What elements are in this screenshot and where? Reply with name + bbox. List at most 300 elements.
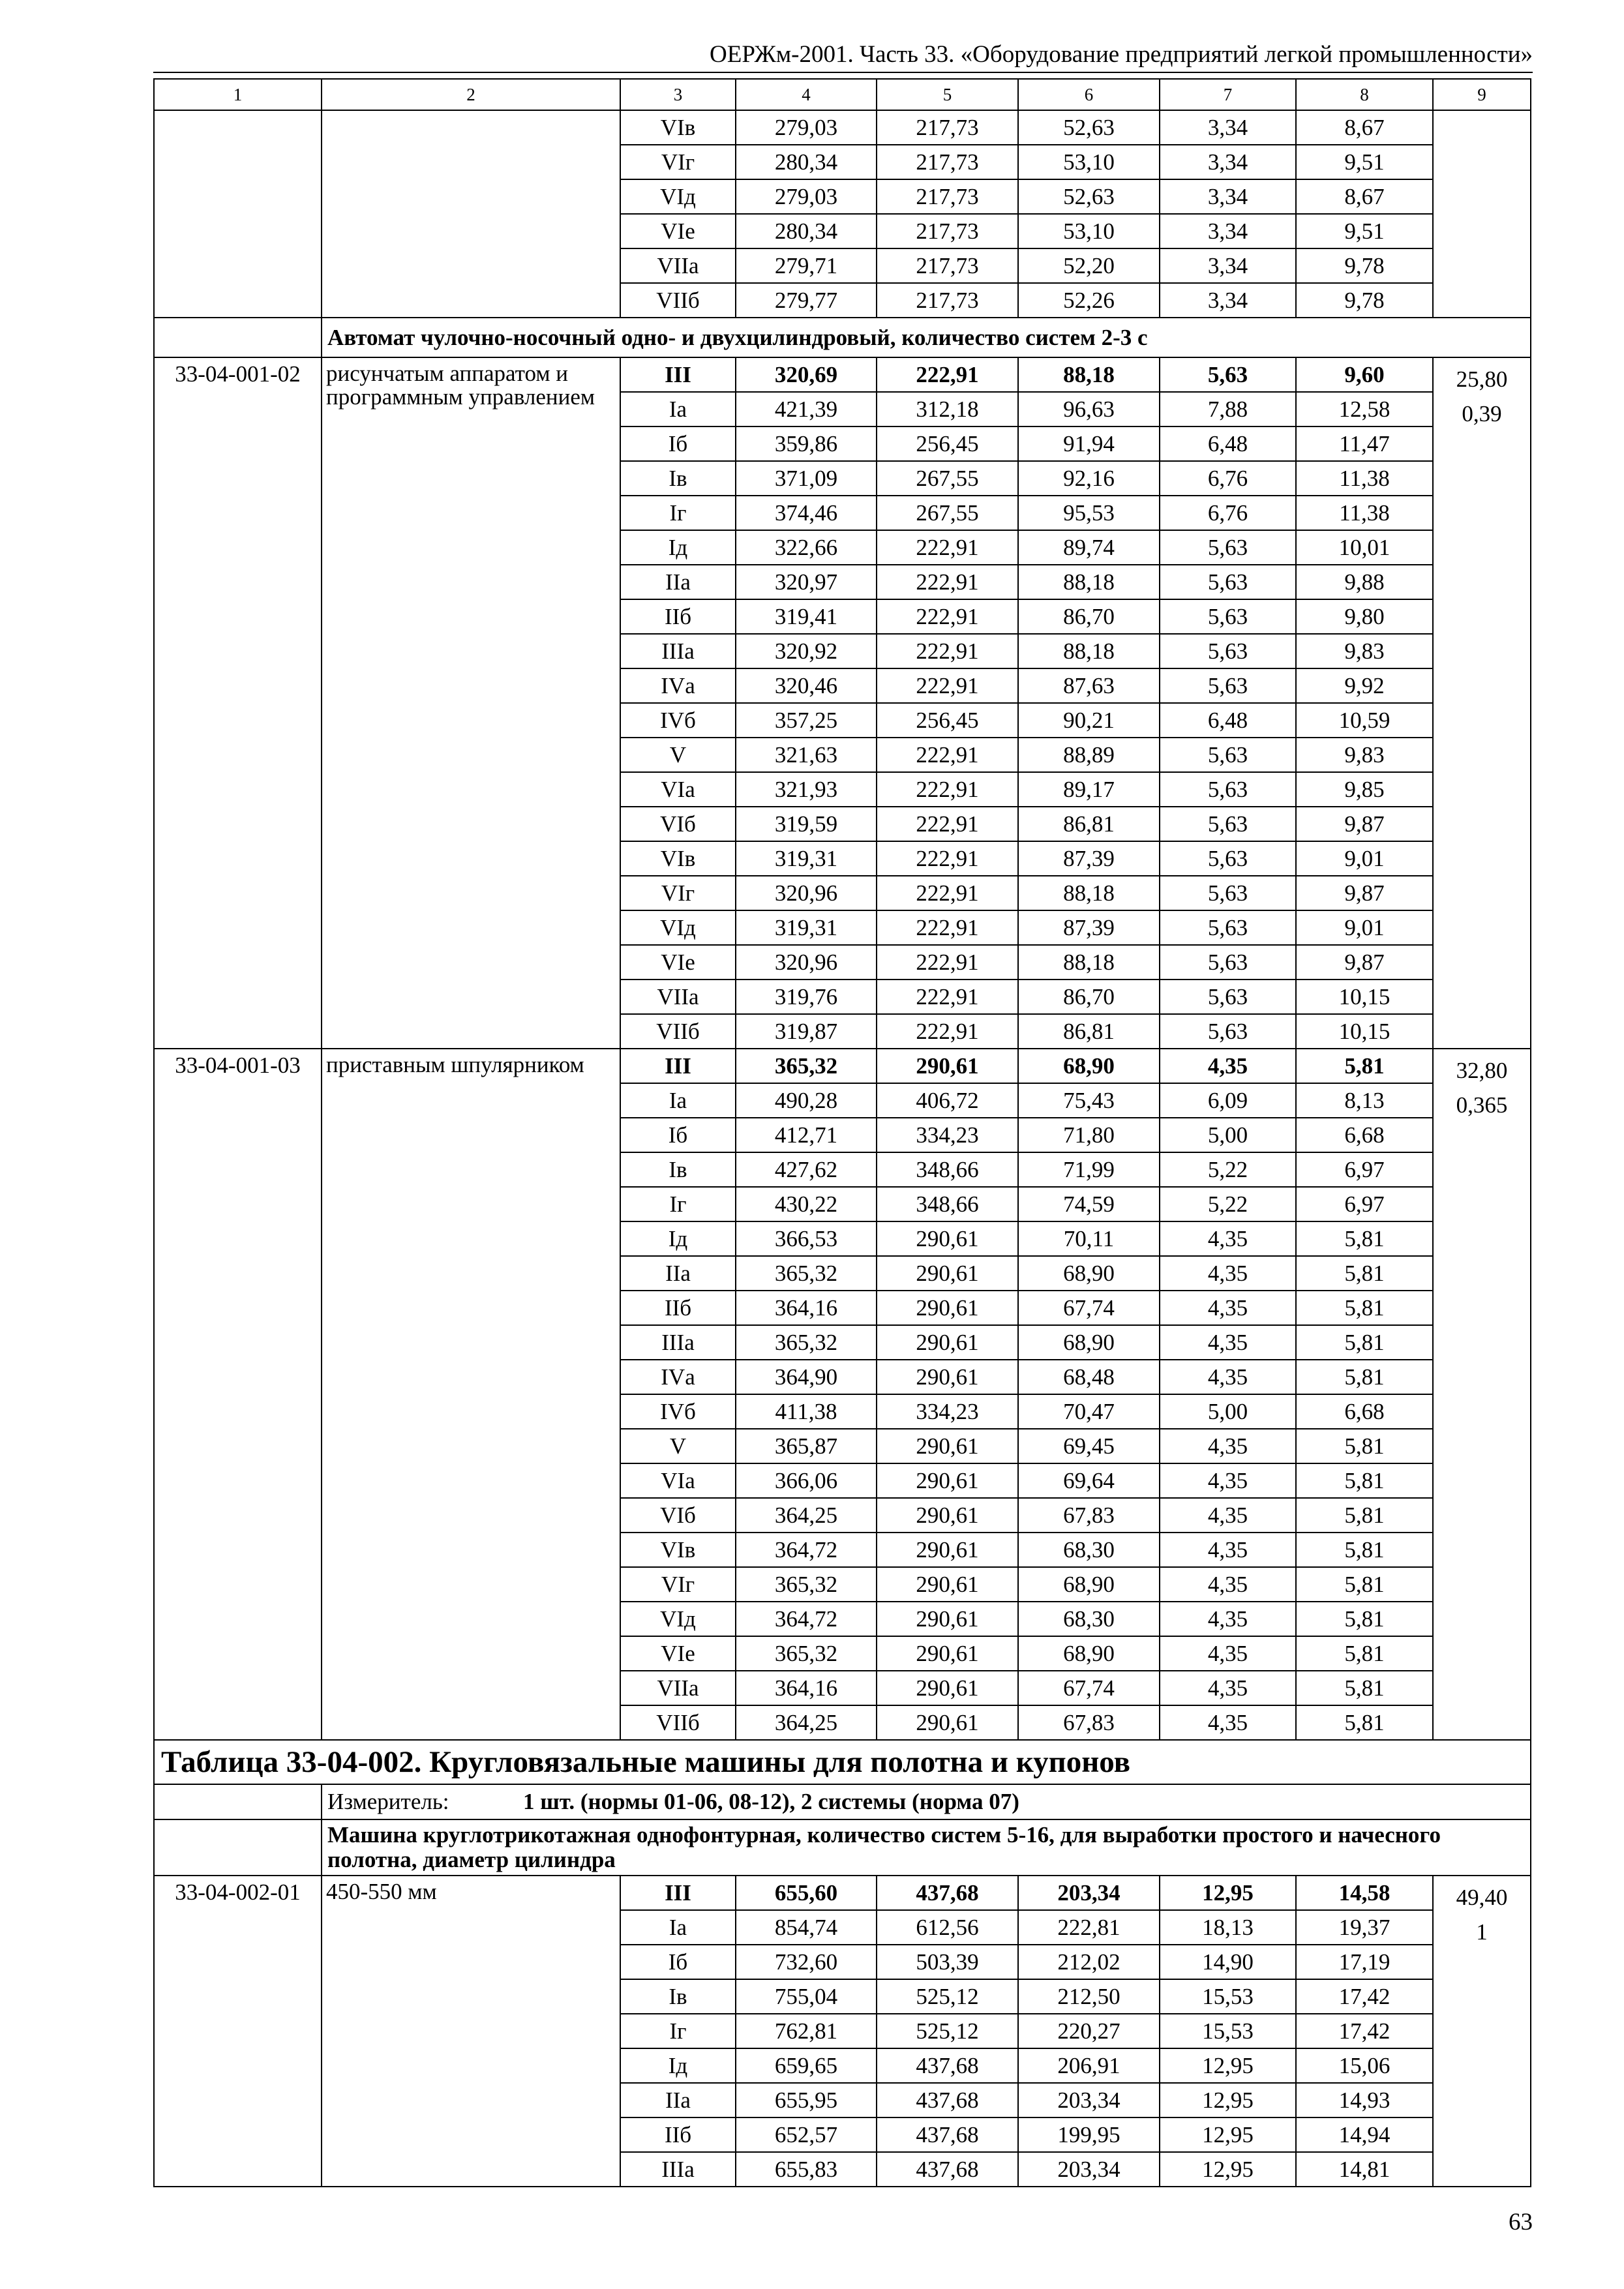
machine-cost-cell: 53,10 xyxy=(1018,214,1160,248)
regime-cell: Iг xyxy=(620,1187,736,1221)
description-cell: 450-550 мм xyxy=(322,1876,620,2187)
total-cost-cell: 421,39 xyxy=(736,392,877,426)
machine-cost-cell: 52,63 xyxy=(1018,179,1160,214)
regime-cell: IIIа xyxy=(620,634,736,668)
machine-cost-cell: 87,63 xyxy=(1018,668,1160,703)
materials-cell: 9,01 xyxy=(1296,910,1433,945)
machinist-wages-cell: 4,35 xyxy=(1160,1636,1296,1671)
wages-cell: 334,23 xyxy=(877,1118,1018,1152)
materials-cell: 15,06 xyxy=(1296,2048,1433,2083)
materials-cell: 6,97 xyxy=(1296,1152,1433,1187)
machinist-wages-cell: 6,48 xyxy=(1160,426,1296,461)
materials-cell: 6,68 xyxy=(1296,1394,1433,1429)
machine-cost-cell: 88,18 xyxy=(1018,634,1160,668)
materials-cell: 19,37 xyxy=(1296,1910,1433,1945)
machinist-wages-cell: 12,95 xyxy=(1160,2083,1296,2117)
machine-cost-cell: 87,39 xyxy=(1018,841,1160,876)
wages-cell: 222,91 xyxy=(877,634,1018,668)
regime-cell: IIа xyxy=(620,565,736,599)
machine-cost-cell: 87,39 xyxy=(1018,910,1160,945)
measure-line xyxy=(327,1788,1525,1816)
wages-cell: 222,91 xyxy=(877,910,1018,945)
unit-value: 49,40 xyxy=(1456,1885,1508,1910)
table-row xyxy=(154,1049,1531,1083)
wages-cell: 290,61 xyxy=(877,1602,1018,1636)
wages-cell: 222,91 xyxy=(877,738,1018,772)
machinist-wages-cell: 5,63 xyxy=(1160,772,1296,807)
machine-cost-cell: 67,74 xyxy=(1018,1291,1160,1325)
wages-cell: 312,18 xyxy=(877,392,1018,426)
units-cell xyxy=(1433,357,1531,1049)
wages-cell: 437,68 xyxy=(877,2117,1018,2152)
table-row xyxy=(154,1876,1531,1910)
wages-cell: 503,39 xyxy=(877,1945,1018,1979)
machine-cost-cell: 86,70 xyxy=(1018,599,1160,634)
total-cost-cell: 321,63 xyxy=(736,738,877,772)
materials-cell: 9,51 xyxy=(1296,214,1433,248)
machine-cost-cell: 86,70 xyxy=(1018,980,1160,1014)
materials-cell: 5,81 xyxy=(1296,1049,1433,1083)
machine-cost-cell: 86,81 xyxy=(1018,1014,1160,1049)
machinist-wages-cell: 5,63 xyxy=(1160,1014,1296,1049)
regime-cell: VIд xyxy=(620,1602,736,1636)
machine-cost-cell: 68,90 xyxy=(1018,1325,1160,1360)
wages-cell: 267,55 xyxy=(877,496,1018,530)
total-cost-cell: 412,71 xyxy=(736,1118,877,1152)
wages-cell: 348,66 xyxy=(877,1152,1018,1187)
wages-cell: 437,68 xyxy=(877,2152,1018,2187)
machinist-wages-cell: 5,63 xyxy=(1160,530,1296,565)
machine-cost-cell: 88,18 xyxy=(1018,876,1160,910)
machine-cost-cell: 71,80 xyxy=(1018,1118,1160,1152)
regime-cell: VIIа xyxy=(620,1671,736,1705)
wages-cell: 290,61 xyxy=(877,1463,1018,1498)
materials-cell: 5,81 xyxy=(1296,1360,1433,1394)
materials-cell: 8,13 xyxy=(1296,1083,1433,1118)
regime-cell: VIв xyxy=(620,1533,736,1567)
regime-cell: IIа xyxy=(620,1256,736,1291)
materials-cell: 9,83 xyxy=(1296,634,1433,668)
wages-cell: 222,91 xyxy=(877,565,1018,599)
total-cost-cell: 280,34 xyxy=(736,145,877,179)
regime-cell: VIIб xyxy=(620,283,736,318)
machinist-wages-cell: 12,95 xyxy=(1160,2048,1296,2083)
machinist-wages-cell: 3,34 xyxy=(1160,248,1296,283)
machinist-wages-cell: 6,76 xyxy=(1160,461,1296,496)
column-header: 6 xyxy=(1018,79,1160,110)
wages-cell: 217,73 xyxy=(877,283,1018,318)
wages-cell: 217,73 xyxy=(877,214,1018,248)
total-cost-cell: 365,87 xyxy=(736,1429,877,1463)
total-cost-cell: 755,04 xyxy=(736,1979,877,2014)
machinist-wages-cell: 5,00 xyxy=(1160,1394,1296,1429)
machinist-wages-cell: 4,35 xyxy=(1160,1602,1296,1636)
machinist-wages-cell: 5,63 xyxy=(1160,599,1296,634)
wages-cell: 222,91 xyxy=(877,841,1018,876)
wages-cell: 437,68 xyxy=(877,2048,1018,2083)
machine-cost-cell: 68,48 xyxy=(1018,1360,1160,1394)
total-cost-cell: 655,60 xyxy=(736,1876,877,1910)
wages-cell: 217,73 xyxy=(877,248,1018,283)
machinist-wages-cell: 6,48 xyxy=(1160,703,1296,738)
machine-cost-cell: 88,18 xyxy=(1018,945,1160,980)
materials-cell: 5,81 xyxy=(1296,1325,1433,1360)
total-cost-cell: 374,46 xyxy=(736,496,877,530)
machine-cost-cell: 92,16 xyxy=(1018,461,1160,496)
machine-cost-cell: 90,21 xyxy=(1018,703,1160,738)
machinist-wages-cell: 6,09 xyxy=(1160,1083,1296,1118)
wages-cell: 290,61 xyxy=(877,1636,1018,1671)
code-cell xyxy=(154,110,322,318)
machine-cost-cell: 74,59 xyxy=(1018,1187,1160,1221)
materials-cell: 17,42 xyxy=(1296,2014,1433,2048)
regime-cell: Iб xyxy=(620,1945,736,1979)
machinist-wages-cell: 5,63 xyxy=(1160,634,1296,668)
wages-cell: 222,91 xyxy=(877,530,1018,565)
machinist-wages-cell: 6,76 xyxy=(1160,496,1296,530)
code-cell: 33-04-001-02 xyxy=(154,357,322,1049)
machinist-wages-cell: 3,34 xyxy=(1160,283,1296,318)
total-cost-cell: 364,16 xyxy=(736,1671,877,1705)
empty-cell xyxy=(154,1819,322,1876)
materials-cell: 6,68 xyxy=(1296,1118,1433,1152)
regime-cell: VIб xyxy=(620,807,736,841)
materials-cell: 9,92 xyxy=(1296,668,1433,703)
machinist-wages-cell: 5,63 xyxy=(1160,738,1296,772)
machinist-wages-cell: 4,35 xyxy=(1160,1256,1296,1291)
total-cost-cell: 490,28 xyxy=(736,1083,877,1118)
machine-cost-cell: 68,90 xyxy=(1018,1256,1160,1291)
machine-cost-cell: 206,91 xyxy=(1018,2048,1160,2083)
wages-cell: 290,61 xyxy=(877,1325,1018,1360)
machinist-wages-cell: 5,63 xyxy=(1160,807,1296,841)
regime-cell: IIб xyxy=(620,599,736,634)
wages-cell: 290,61 xyxy=(877,1567,1018,1602)
machinist-wages-cell: 4,35 xyxy=(1160,1567,1296,1602)
machine-cost-cell: 89,17 xyxy=(1018,772,1160,807)
units-cell xyxy=(1433,1876,1531,2187)
regime-cell: VIг xyxy=(620,1567,736,1602)
total-cost-cell: 762,81 xyxy=(736,2014,877,2048)
total-cost-cell: 430,22 xyxy=(736,1187,877,1221)
header-rule xyxy=(153,72,1533,73)
machinist-wages-cell: 5,00 xyxy=(1160,1118,1296,1152)
regime-cell: Iб xyxy=(620,426,736,461)
wages-cell: 334,23 xyxy=(877,1394,1018,1429)
wages-cell: 290,61 xyxy=(877,1498,1018,1533)
machine-cost-cell: 86,81 xyxy=(1018,807,1160,841)
regime-cell: Iд xyxy=(620,2048,736,2083)
regime-cell: VIг xyxy=(620,876,736,910)
materials-cell: 14,94 xyxy=(1296,2117,1433,2152)
materials-cell: 5,81 xyxy=(1296,1533,1433,1567)
total-cost-cell: 320,96 xyxy=(736,945,877,980)
total-cost-cell: 366,06 xyxy=(736,1463,877,1498)
machinist-wages-cell: 15,53 xyxy=(1160,1979,1296,2014)
materials-cell: 5,81 xyxy=(1296,1567,1433,1602)
regime-cell: VIIа xyxy=(620,980,736,1014)
regime-cell: Iв xyxy=(620,1979,736,2014)
regime-cell: III xyxy=(620,1876,736,1910)
measure-label: Измеритель: xyxy=(327,1789,449,1814)
machinist-wages-cell: 15,53 xyxy=(1160,2014,1296,2048)
machine-cost-cell: 52,20 xyxy=(1018,248,1160,283)
description-cell xyxy=(322,110,620,318)
wages-cell: 222,91 xyxy=(877,807,1018,841)
code-cell: 33-04-002-01 xyxy=(154,1876,322,2187)
empty-cell xyxy=(154,1784,322,1819)
regime-cell: Iб xyxy=(620,1118,736,1152)
total-cost-cell: 280,34 xyxy=(736,214,877,248)
machine-cost-cell: 70,47 xyxy=(1018,1394,1160,1429)
machinist-wages-cell: 4,35 xyxy=(1160,1705,1296,1740)
total-cost-cell: 320,96 xyxy=(736,876,877,910)
materials-cell: 14,93 xyxy=(1296,2083,1433,2117)
regime-cell: VIIб xyxy=(620,1014,736,1049)
machinist-wages-cell: 5,63 xyxy=(1160,668,1296,703)
regime-cell: VIв xyxy=(620,841,736,876)
machinist-wages-cell: 4,35 xyxy=(1160,1498,1296,1533)
machinist-wages-cell: 4,35 xyxy=(1160,1533,1296,1567)
machine-cost-cell: 91,94 xyxy=(1018,426,1160,461)
wages-cell: 222,91 xyxy=(877,876,1018,910)
section-title: Машина круглотрикотажная однофонтурная, количество систем 5-16, для выработки простого и начесного полотна, диаметр цилиндра xyxy=(322,1819,1531,1876)
total-cost-cell: 854,74 xyxy=(736,1910,877,1945)
description-cell: приставным шпулярником xyxy=(322,1049,620,1740)
materials-cell: 9,78 xyxy=(1296,248,1433,283)
wages-cell: 290,61 xyxy=(877,1291,1018,1325)
wages-cell: 290,61 xyxy=(877,1533,1018,1567)
machinist-wages-cell: 14,90 xyxy=(1160,1945,1296,1979)
regime-cell: V xyxy=(620,1429,736,1463)
unit-value: 0,39 xyxy=(1462,401,1502,426)
machine-cost-cell: 203,34 xyxy=(1018,2152,1160,2187)
machine-cost-cell: 199,95 xyxy=(1018,2117,1160,2152)
total-cost-cell: 652,57 xyxy=(736,2117,877,2152)
machinist-wages-cell: 3,34 xyxy=(1160,179,1296,214)
machine-cost-cell: 71,99 xyxy=(1018,1152,1160,1187)
section-title: Автомат чулочно-носочный одно- и двухцилиндровый, количество систем 2-3 с xyxy=(322,318,1531,357)
table-row xyxy=(154,110,1531,145)
machine-cost-cell: 203,34 xyxy=(1018,1876,1160,1910)
total-cost-cell: 655,83 xyxy=(736,2152,877,2187)
wages-cell: 222,91 xyxy=(877,668,1018,703)
page-header: ОЕРЖм-2001. Часть 33. «Оборудование предприятий легкой промышленности» xyxy=(710,41,1533,68)
materials-cell: 9,80 xyxy=(1296,599,1433,634)
regime-cell: Iв xyxy=(620,461,736,496)
total-cost-cell: 364,72 xyxy=(736,1533,877,1567)
total-cost-cell: 279,03 xyxy=(736,179,877,214)
total-cost-cell: 279,77 xyxy=(736,283,877,318)
column-header: 4 xyxy=(736,79,877,110)
materials-cell: 8,67 xyxy=(1296,110,1433,145)
total-cost-cell: 319,31 xyxy=(736,910,877,945)
materials-cell: 6,97 xyxy=(1296,1187,1433,1221)
regime-cell: Iд xyxy=(620,1221,736,1256)
machine-cost-cell: 212,02 xyxy=(1018,1945,1160,1979)
total-cost-cell: 365,32 xyxy=(736,1049,877,1083)
machine-cost-cell: 69,45 xyxy=(1018,1429,1160,1463)
regime-cell: VIд xyxy=(620,910,736,945)
regime-cell: V xyxy=(620,738,736,772)
regime-cell: III xyxy=(620,1049,736,1083)
regime-cell: VIIа xyxy=(620,248,736,283)
materials-cell: 9,87 xyxy=(1296,807,1433,841)
measure-value: 1 шт. (нормы 01-06, 08-12), 2 системы (норма 07) xyxy=(523,1789,1019,1814)
wages-cell: 290,61 xyxy=(877,1429,1018,1463)
section-header-row xyxy=(154,1819,1531,1876)
total-cost-cell: 320,92 xyxy=(736,634,877,668)
unit-value: 32,80 xyxy=(1456,1058,1508,1083)
regime-cell: VIIб xyxy=(620,1705,736,1740)
wages-cell: 612,56 xyxy=(877,1910,1018,1945)
total-cost-cell: 659,65 xyxy=(736,2048,877,2083)
regime-cell: IIIа xyxy=(620,2152,736,2187)
machine-cost-cell: 220,27 xyxy=(1018,2014,1160,2048)
machine-cost-cell: 52,26 xyxy=(1018,283,1160,318)
materials-cell: 14,81 xyxy=(1296,2152,1433,2187)
regime-cell: VIг xyxy=(620,145,736,179)
machinist-wages-cell: 5,63 xyxy=(1160,980,1296,1014)
table-row xyxy=(154,357,1531,392)
materials-cell: 5,81 xyxy=(1296,1671,1433,1705)
wages-cell: 290,61 xyxy=(877,1705,1018,1740)
materials-cell: 10,01 xyxy=(1296,530,1433,565)
regime-cell: IVб xyxy=(620,703,736,738)
total-cost-cell: 364,16 xyxy=(736,1291,877,1325)
machinist-wages-cell: 5,63 xyxy=(1160,565,1296,599)
units-cell xyxy=(1433,1049,1531,1740)
units-cell xyxy=(1433,110,1531,318)
machinist-wages-cell: 5,63 xyxy=(1160,357,1296,392)
regime-cell: VIа xyxy=(620,1463,736,1498)
regime-cell: IVб xyxy=(620,1394,736,1429)
machinist-wages-cell: 4,35 xyxy=(1160,1325,1296,1360)
regime-cell: IVа xyxy=(620,1360,736,1394)
total-cost-cell: 322,66 xyxy=(736,530,877,565)
materials-cell: 9,85 xyxy=(1296,772,1433,807)
wages-cell: 290,61 xyxy=(877,1256,1018,1291)
measure-row xyxy=(154,1784,1531,1819)
regime-cell: Iа xyxy=(620,1083,736,1118)
materials-cell: 12,58 xyxy=(1296,392,1433,426)
column-header: 5 xyxy=(877,79,1018,110)
code-cell: 33-04-001-03 xyxy=(154,1049,322,1740)
regime-cell: Iд xyxy=(620,530,736,565)
total-cost-cell: 319,41 xyxy=(736,599,877,634)
total-cost-cell: 732,60 xyxy=(736,1945,877,1979)
total-cost-cell: 364,72 xyxy=(736,1602,877,1636)
unit-value: 25,80 xyxy=(1456,367,1508,392)
section-header-row xyxy=(154,318,1531,357)
materials-cell: 11,38 xyxy=(1296,496,1433,530)
wages-cell: 348,66 xyxy=(877,1187,1018,1221)
machinist-wages-cell: 4,35 xyxy=(1160,1221,1296,1256)
materials-cell: 10,15 xyxy=(1296,980,1433,1014)
rates-table xyxy=(153,78,1531,2187)
total-cost-cell: 365,32 xyxy=(736,1636,877,1671)
machinist-wages-cell: 5,63 xyxy=(1160,841,1296,876)
unit-value: 1 xyxy=(1476,1919,1488,1945)
machine-cost-cell: 68,90 xyxy=(1018,1049,1160,1083)
machine-cost-cell: 96,63 xyxy=(1018,392,1160,426)
wages-cell: 437,68 xyxy=(877,2083,1018,2117)
total-cost-cell: 279,03 xyxy=(736,110,877,145)
machine-cost-cell: 203,34 xyxy=(1018,2083,1160,2117)
materials-cell: 5,81 xyxy=(1296,1221,1433,1256)
wages-cell: 437,68 xyxy=(877,1876,1018,1910)
regime-cell: VIд xyxy=(620,179,736,214)
machinist-wages-cell: 18,13 xyxy=(1160,1910,1296,1945)
table-title: Таблица 33-04-002. Кругловязальные машины для полотна и купонов xyxy=(154,1740,1531,1784)
column-header: 7 xyxy=(1160,79,1296,110)
wages-cell: 525,12 xyxy=(877,2014,1018,2048)
materials-cell: 9,51 xyxy=(1296,145,1433,179)
machine-cost-cell: 222,81 xyxy=(1018,1910,1160,1945)
column-header: 3 xyxy=(620,79,736,110)
materials-cell: 5,81 xyxy=(1296,1291,1433,1325)
materials-cell: 5,81 xyxy=(1296,1429,1433,1463)
description-cell: рисунчатым аппаратом и программным управлением xyxy=(322,357,620,1049)
table-title-row xyxy=(154,1740,1531,1784)
machinist-wages-cell: 3,34 xyxy=(1160,214,1296,248)
regime-cell: IIIа xyxy=(620,1325,736,1360)
regime-cell: Iа xyxy=(620,392,736,426)
machine-cost-cell: 67,74 xyxy=(1018,1671,1160,1705)
wages-cell: 222,91 xyxy=(877,945,1018,980)
materials-cell: 11,38 xyxy=(1296,461,1433,496)
wages-cell: 217,73 xyxy=(877,110,1018,145)
wages-cell: 222,91 xyxy=(877,599,1018,634)
materials-cell: 5,81 xyxy=(1296,1636,1433,1671)
total-cost-cell: 365,32 xyxy=(736,1256,877,1291)
total-cost-cell: 364,25 xyxy=(736,1498,877,1533)
machine-cost-cell: 95,53 xyxy=(1018,496,1160,530)
materials-cell: 11,47 xyxy=(1296,426,1433,461)
column-header: 1 xyxy=(154,79,322,110)
wages-cell: 256,45 xyxy=(877,703,1018,738)
regime-cell: IIб xyxy=(620,1291,736,1325)
materials-cell: 9,87 xyxy=(1296,945,1433,980)
total-cost-cell: 357,25 xyxy=(736,703,877,738)
total-cost-cell: 320,46 xyxy=(736,668,877,703)
unit-value: 0,365 xyxy=(1456,1092,1508,1118)
total-cost-cell: 365,32 xyxy=(736,1325,877,1360)
total-cost-cell: 427,62 xyxy=(736,1152,877,1187)
total-cost-cell: 365,32 xyxy=(736,1567,877,1602)
total-cost-cell: 320,97 xyxy=(736,565,877,599)
regime-cell: VIв xyxy=(620,110,736,145)
wages-cell: 267,55 xyxy=(877,461,1018,496)
machine-cost-cell: 88,18 xyxy=(1018,357,1160,392)
wages-cell: 217,73 xyxy=(877,179,1018,214)
machine-cost-cell: 75,43 xyxy=(1018,1083,1160,1118)
regime-cell: Iв xyxy=(620,1152,736,1187)
materials-cell: 17,42 xyxy=(1296,1979,1433,2014)
machinist-wages-cell: 12,95 xyxy=(1160,2152,1296,2187)
machinist-wages-cell: 5,63 xyxy=(1160,945,1296,980)
materials-cell: 10,15 xyxy=(1296,1014,1433,1049)
machinist-wages-cell: 5,22 xyxy=(1160,1152,1296,1187)
machinist-wages-cell: 4,35 xyxy=(1160,1291,1296,1325)
regime-cell: VIе xyxy=(620,945,736,980)
regime-cell: VIа xyxy=(620,772,736,807)
machinist-wages-cell: 3,34 xyxy=(1160,145,1296,179)
total-cost-cell: 364,25 xyxy=(736,1705,877,1740)
machinist-wages-cell: 7,88 xyxy=(1160,392,1296,426)
regime-cell: Iг xyxy=(620,496,736,530)
total-cost-cell: 371,09 xyxy=(736,461,877,496)
